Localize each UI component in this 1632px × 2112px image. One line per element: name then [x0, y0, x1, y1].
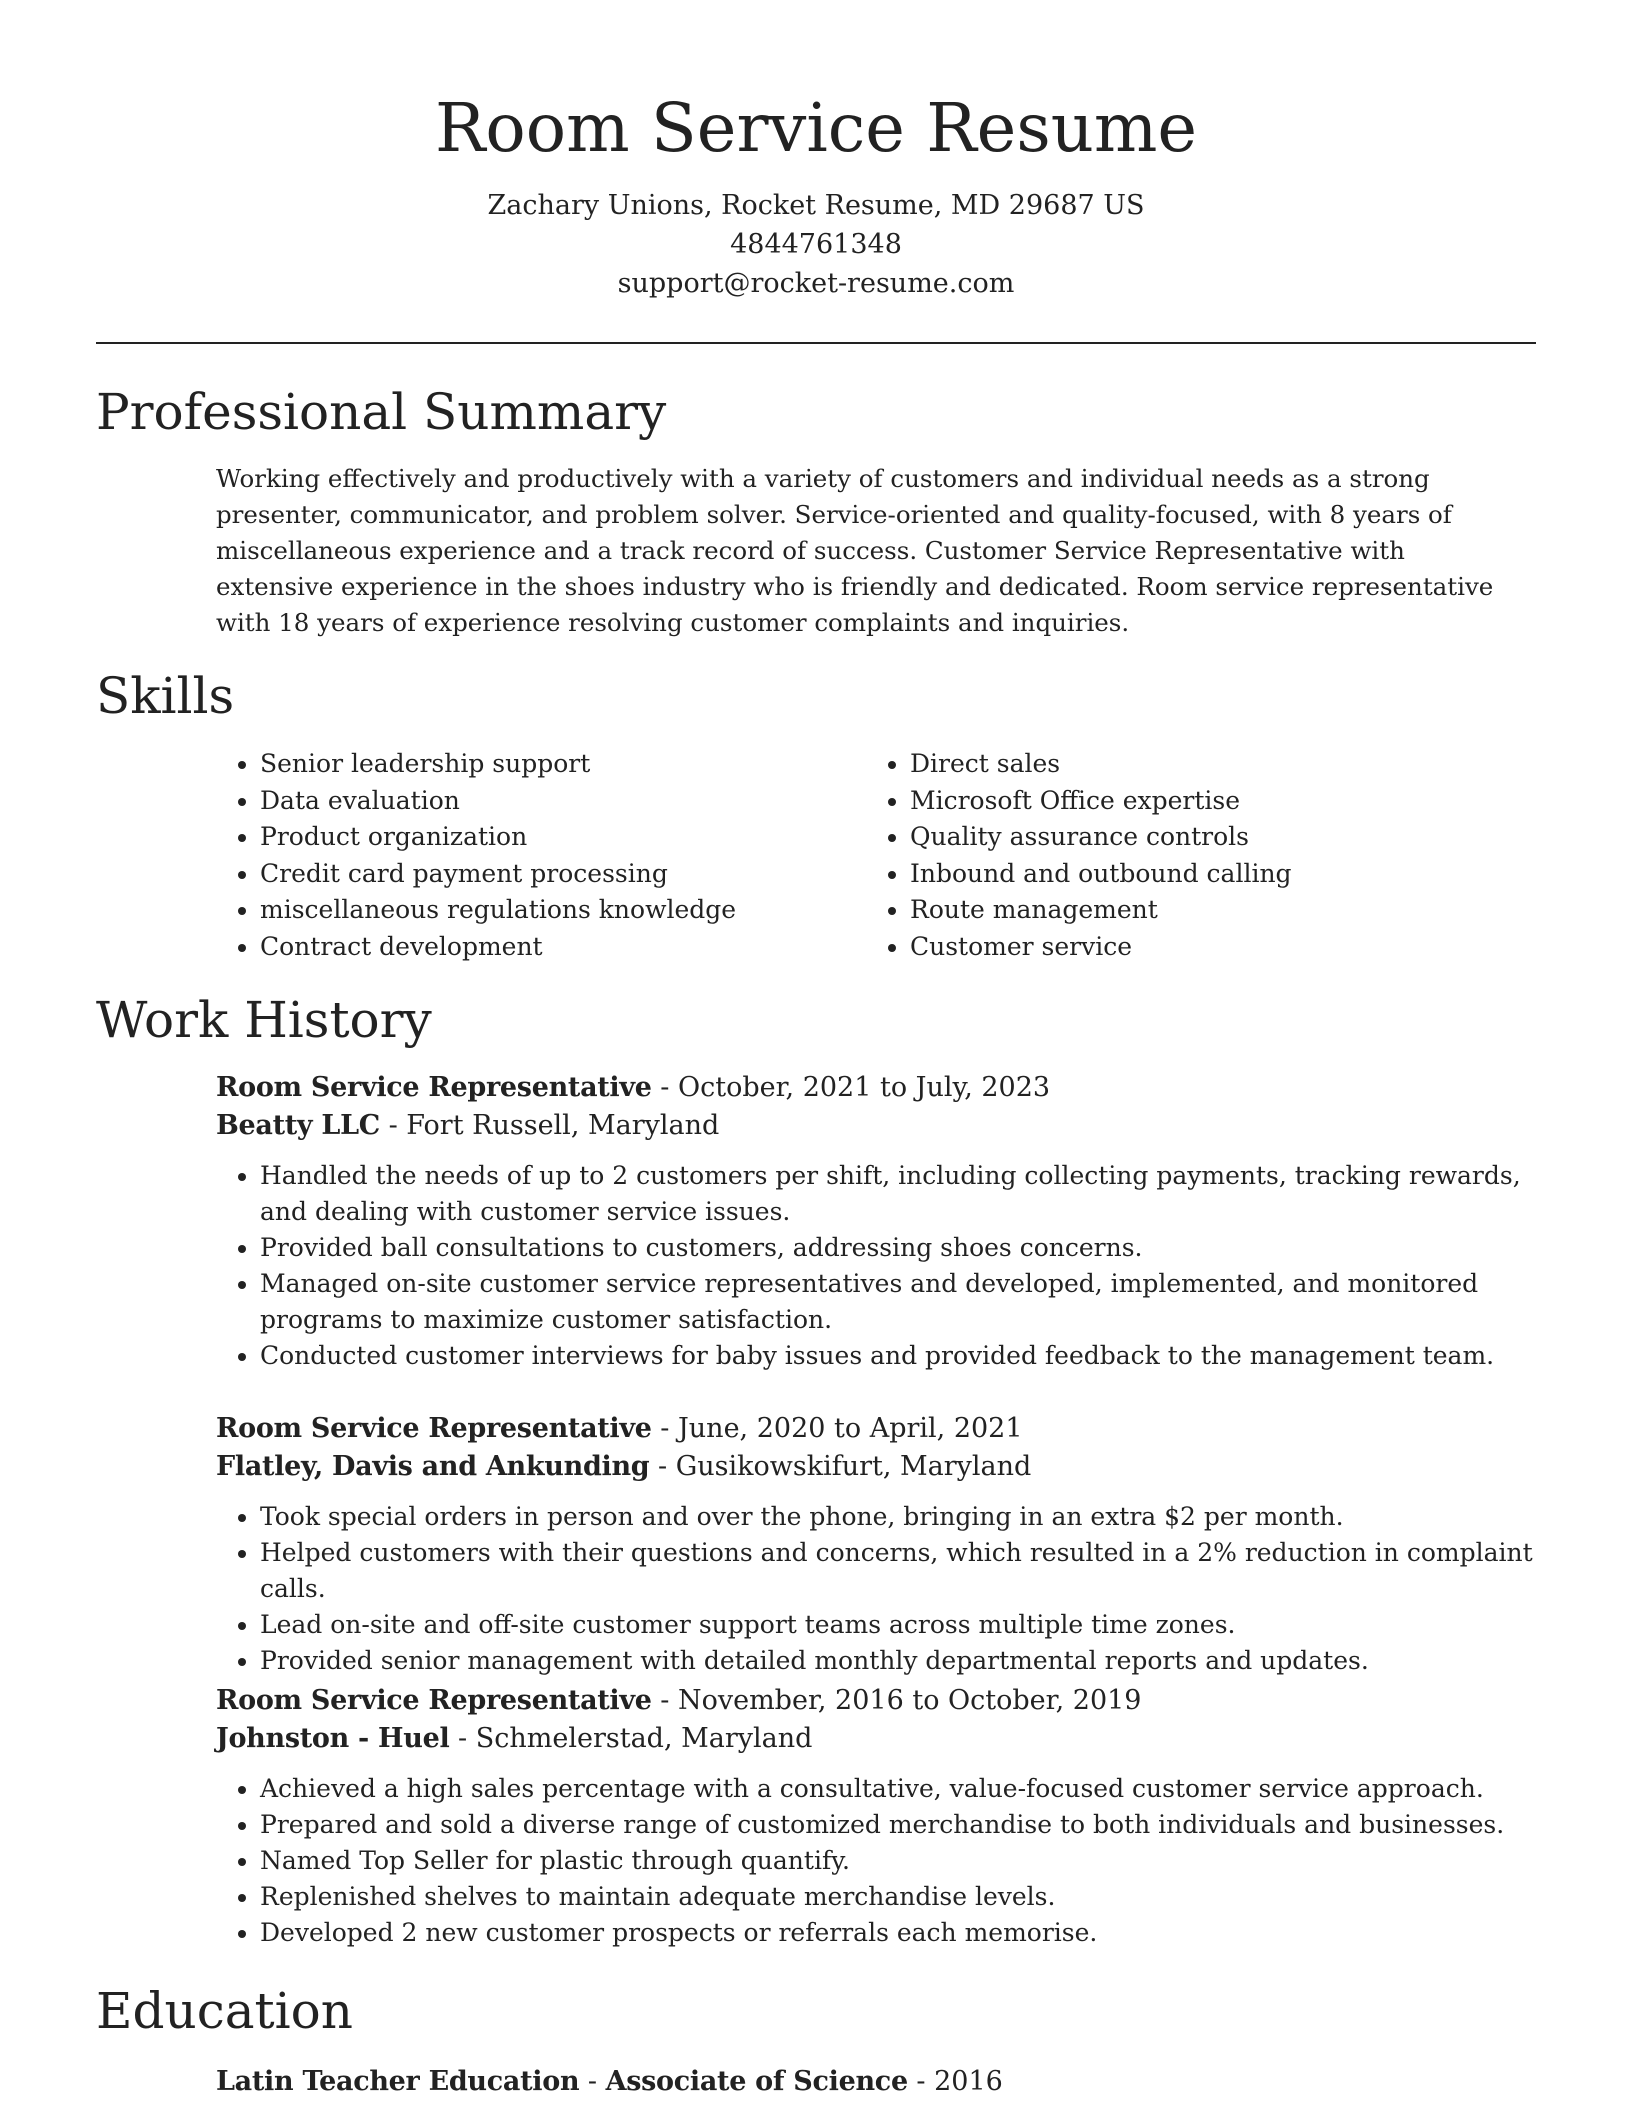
- job-dates: October, 2021 to July, 2023: [677, 1072, 1051, 1103]
- job-location: Fort Russell, Maryland: [406, 1110, 720, 1141]
- separator: -: [649, 1451, 676, 1482]
- job-company-line: [216, 1448, 1536, 1486]
- skills-list-left: [216, 746, 860, 965]
- job-company: Johnston - Huel: [216, 1723, 450, 1754]
- separator: -: [449, 1723, 476, 1754]
- job-title: Room Service Representative: [216, 1685, 652, 1716]
- skill-item: • Credit card payment processing: [260, 856, 860, 893]
- section-title-work: Work History: [96, 991, 432, 1049]
- skill-item: • miscellaneous regulations knowledge: [260, 892, 860, 929]
- job-bullet: • Handled the needs of up to 2 customers per shift, including collecting payments, tracking rewards, and dealing with customer service issues.: [260, 1158, 1536, 1230]
- resume-header: [0, 84, 1632, 303]
- work-entry: [216, 1682, 1536, 1951]
- job-bullet: • Achieved a high sales percentage with a consultative, value-focused customer service approach.: [260, 1771, 1536, 1807]
- job-bullet: • Managed on-site customer service representatives and developed, implemented, and monitored programs to maximize customer satisfaction.: [260, 1266, 1536, 1338]
- contact-address: Zachary Unions, Rocket Resume, MD 29687 US: [487, 190, 1145, 221]
- skill-item: • Data evaluation: [260, 783, 860, 820]
- job-dates: November, 2016 to October, 2019: [677, 1685, 1142, 1716]
- skill-item: • Contract development: [260, 929, 860, 966]
- header-divider: [96, 342, 1536, 344]
- job-bullets: [216, 1771, 1536, 1951]
- job-title-line: [216, 1410, 1536, 1448]
- job-bullet: • Conducted customer interviews for baby issues and provided feedback to the management team.: [260, 1338, 1536, 1374]
- education-degree: Associate of Science: [605, 2066, 908, 2097]
- separator: -: [379, 1110, 407, 1141]
- job-location: Gusikowskifurt, Maryland: [675, 1451, 1032, 1482]
- job-title-line: [216, 1069, 1536, 1107]
- job-bullets: [216, 1158, 1536, 1374]
- contact-block: [0, 186, 1632, 303]
- contact-email: support@rocket-resume.com: [617, 268, 1015, 299]
- work-entry: [216, 1410, 1536, 1679]
- job-bullet: • Lead on-site and off-site customer support teams across multiple time zones.: [260, 1607, 1536, 1643]
- skill-item: • Route management: [910, 892, 1530, 929]
- job-bullet: • Named Top Seller for plastic through quantify.: [260, 1843, 1536, 1879]
- job-bullet: • Developed 2 new customer prospects or referrals each memorise.: [260, 1915, 1536, 1951]
- separator: -: [579, 2066, 606, 2097]
- education-line: [216, 2063, 1536, 2101]
- separator: -: [651, 1685, 678, 1716]
- job-dates: June, 2020 to April, 2021: [677, 1413, 1023, 1444]
- job-bullet: • Prepared and sold a diverse range of customized merchandise to both individuals and businesses.: [260, 1807, 1536, 1843]
- skill-item: • Senior leadership support: [260, 746, 860, 783]
- resume-title: Room Service Resume: [434, 89, 1198, 167]
- separator: -: [907, 2066, 935, 2097]
- summary-text: Working effectively and productively with a variety of customers and individual needs as a strong presenter, communicator, and problem solver. Service-oriented and quality-focused, with 8 years of miscellaneous experience and a track record of success. Customer Service Representative with extensive experience in the shoes industry who is friendly and dedicated. Room service representative with 18 years of experience resolving customer complaints and inquiries.: [216, 464, 1494, 637]
- section-title-summary: Professional Summary: [96, 383, 667, 441]
- skill-item: • Quality assurance controls: [910, 819, 1530, 856]
- section-title-education: Education: [96, 1982, 353, 2040]
- job-location: Schmelerstad, Maryland: [475, 1723, 813, 1754]
- job-title: Room Service Representative: [216, 1072, 652, 1103]
- job-bullet: • Replenished shelves to maintain adequate merchandise levels.: [260, 1879, 1536, 1915]
- job-bullet: • Took special orders in person and over the phone, bringing in an extra $2 per month.: [260, 1499, 1536, 1535]
- section-title-skills: Skills: [96, 667, 235, 725]
- job-title: Room Service Representative: [216, 1413, 652, 1444]
- job-company: Flatley, Davis and Ankunding: [216, 1451, 650, 1482]
- job-company-line: [216, 1107, 1536, 1145]
- job-company-line: [216, 1720, 1536, 1758]
- skill-item: • Direct sales: [910, 746, 1530, 783]
- contact-phone: 4844761348: [730, 229, 902, 260]
- skill-item: • Microsoft Office expertise: [910, 783, 1530, 820]
- job-bullet: • Provided ball consultations to customers, addressing shoes concerns.: [260, 1230, 1536, 1266]
- education-field: Latin Teacher Education: [216, 2066, 580, 2097]
- separator: -: [651, 1072, 678, 1103]
- skill-item: • Product organization: [260, 819, 860, 856]
- education-entry: [216, 2063, 1536, 2101]
- job-bullets: [216, 1499, 1536, 1679]
- skill-item: • Inbound and outbound calling: [910, 856, 1530, 893]
- job-title-line: [216, 1682, 1536, 1720]
- skill-item: • Customer service: [910, 929, 1530, 966]
- skills-list-right: [866, 746, 1530, 965]
- job-bullet: • Provided senior management with detailed monthly departmental reports and updates.: [260, 1643, 1536, 1679]
- separator: -: [651, 1413, 678, 1444]
- work-entry: [216, 1069, 1536, 1374]
- job-company: Beatty LLC: [216, 1110, 380, 1141]
- job-bullet: • Helped customers with their questions and concerns, which resulted in a 2% reduction in complaint calls.: [260, 1535, 1536, 1607]
- education-year: 2016: [934, 2066, 1003, 2097]
